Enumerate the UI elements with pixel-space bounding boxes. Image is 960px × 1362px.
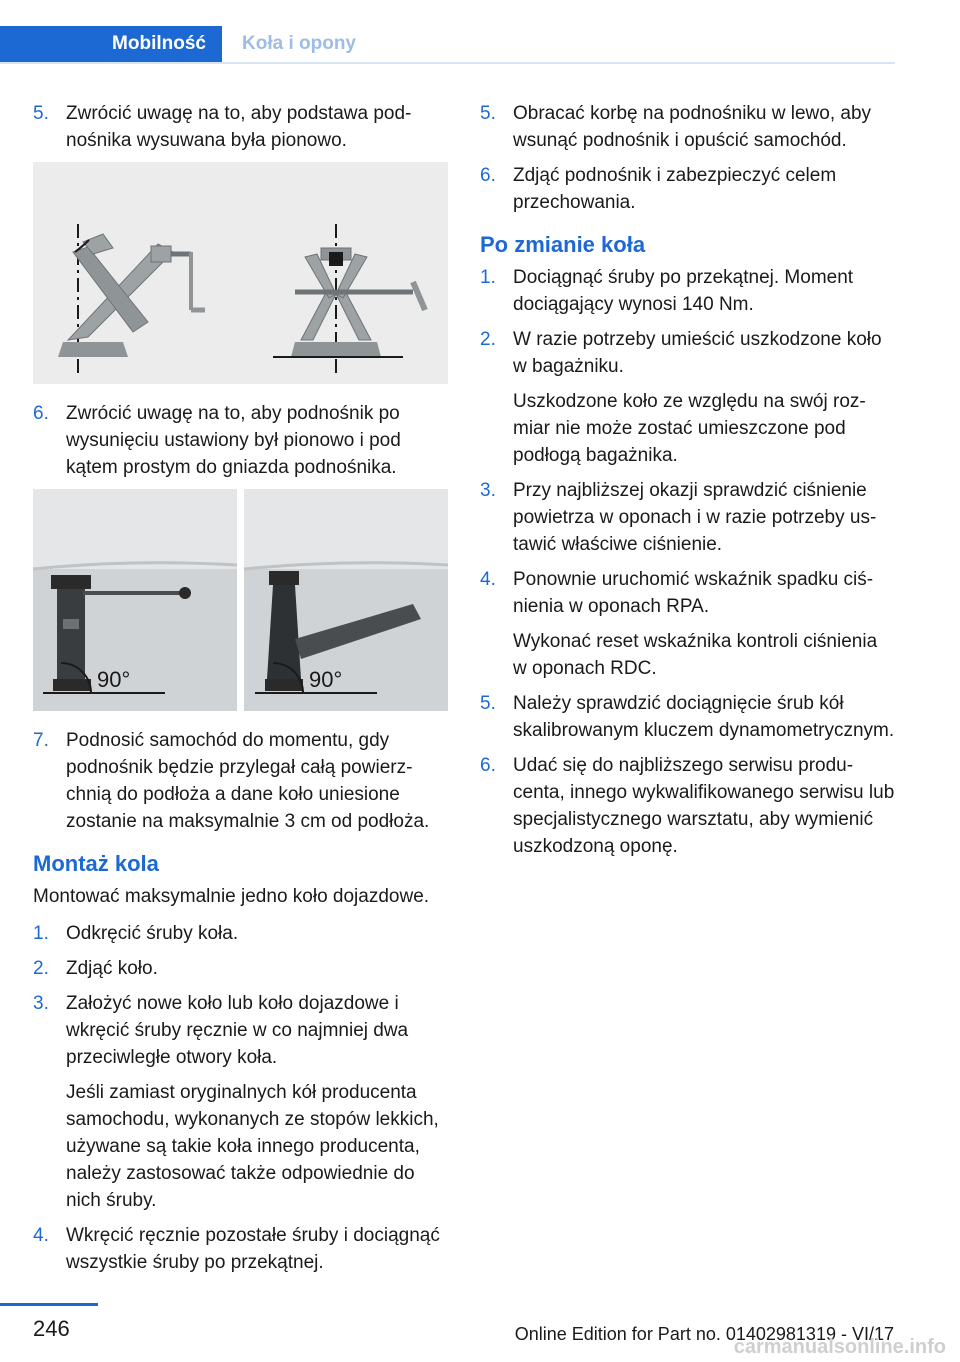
step-item (480, 326, 896, 469)
step-note: Uszkodzone koło ze względu na swój rozmiar nie może zostać umieszczone pod podłogą bagażnika. (513, 391, 866, 466)
step-text: Zdjąć podnośnik i zabezpieczyć celem przechowania. (513, 165, 837, 213)
step-text: Założyć nowe koło lub koło dojazdowe i wkręcić śruby ręcznie w co najmniej dwa przeciwległe otwory koła. (66, 993, 409, 1068)
site-watermark: carmanualsonline.info (733, 1336, 946, 1358)
step-number: 3. (480, 480, 496, 501)
step-body (513, 566, 896, 682)
step-item (33, 100, 448, 154)
step-text: W razie potrzeby umieścić uszkodzone koło w bagażniku. (513, 329, 882, 377)
step-text: Odkręcić śruby koła. (66, 923, 239, 944)
header-tabs (0, 26, 895, 64)
step-number: 2. (33, 958, 49, 979)
step-number: 2. (480, 329, 496, 350)
jack-angle-photos (33, 489, 448, 711)
tab-wheels-tires[interactable]: Koła i opony (242, 33, 356, 54)
edition-note: Online Edition for Part no. 01402981319 - VI/17 (514, 1324, 894, 1344)
page-number: 246 (33, 1316, 70, 1341)
step-item (480, 566, 896, 682)
intro-paragraph: Montować maksymalnie jedno koło dojazdowe. (33, 886, 430, 907)
step-text: Udać się do najbliższego serwisu producenta, innego wykwalifikowanego serwisu lub specjalistycznego warsztatu, aby wymienić uszkodzoną oponę. (513, 755, 895, 857)
jack-vertical-diagram (33, 162, 448, 384)
step-number: 6. (33, 403, 49, 424)
step-item (480, 752, 896, 860)
section-heading-mounting: Montaż kola (33, 851, 159, 876)
step-number: 4. (480, 569, 496, 590)
step-item (33, 1222, 448, 1276)
step-number: 6. (480, 165, 496, 186)
step-item (480, 264, 896, 318)
step-text: Zdjąć koło. (66, 958, 158, 979)
step-item (33, 990, 448, 1214)
step-number: 7. (33, 730, 49, 751)
left-column (33, 100, 448, 1284)
right-column (480, 100, 896, 868)
step-note: Wykonać reset wskaźnika kontroli ciśnienia w oponach RDC. (513, 631, 878, 679)
step-item (480, 690, 896, 744)
step-body (66, 990, 448, 1214)
step-text: Podnosić samochód do momentu, gdy podnośnik będzie przylegał całą powierzchnią do podłoża a dane koło uniesione zostanie na maksymalnie 3 cm od podłoża. (66, 730, 430, 832)
step-text: Dociągnąć śruby po przekątnej. Moment dociągający wynosi 140 Nm. (513, 267, 854, 315)
step-item (33, 400, 448, 481)
step-item (33, 727, 448, 835)
step-text: Wkręcić ręcznie pozostałe śruby i dociągnąć wszystkie śruby po przekątnej. (66, 1225, 440, 1273)
step-note: Jeśli zamiast oryginalnych kół producenta samochodu, wykonanych ze stopów lekkich, używane są takie koła innego producenta, należy zastosować także odpowiednie do nich śruby. (66, 1082, 439, 1211)
tab-mobility[interactable]: Mobilność (0, 26, 222, 62)
step-number: 5. (480, 693, 496, 714)
step-text: Przy najbliższej okazji sprawdzić ciśnienie powietrza w oponach i w razie potrzeby ustawić właściwe ciśnienie. (513, 480, 877, 555)
step-item (33, 920, 448, 947)
step-text: Zwrócić uwagę na to, aby podnośnik po wysunięciu ustawiony był pionowo i pod kątem prostym do gniazda podnośnika. (66, 403, 401, 478)
step-text: Zwrócić uwagę na to, aby podstawa podnośnika wysuwana była pionowo. (66, 103, 412, 151)
jack-position-illustration (33, 162, 448, 384)
jack-right-angle-photos (33, 489, 448, 711)
step-number: 1. (33, 923, 49, 944)
section-heading-after-change: Po zmianie koła (480, 232, 646, 257)
step-text: Ponownie uruchomić wskaźnik spadku ciśnienia w oponach RPA. (513, 569, 874, 617)
step-body (513, 326, 896, 469)
angle-label-left: 90° (97, 667, 131, 692)
step-text: Obracać korbę na podnośniku w lewo, aby wsunąć podnośnik i opuścić samochód. (513, 103, 872, 151)
step-item (33, 955, 448, 982)
step-item (480, 477, 896, 558)
step-number: 5. (480, 103, 496, 124)
step-number: 3. (33, 993, 49, 1014)
page-number-rule (0, 1303, 98, 1306)
step-text: Należy sprawdzić dociągnięcie śrub kół skalibrowanym kluczem dynamometrycznym. (513, 693, 895, 741)
step-item (480, 100, 896, 154)
step-number: 5. (33, 103, 49, 124)
step-number: 1. (480, 267, 496, 288)
step-number: 6. (480, 755, 496, 776)
angle-label-right: 90° (309, 667, 343, 692)
step-number: 4. (33, 1225, 49, 1246)
step-item (480, 162, 896, 216)
